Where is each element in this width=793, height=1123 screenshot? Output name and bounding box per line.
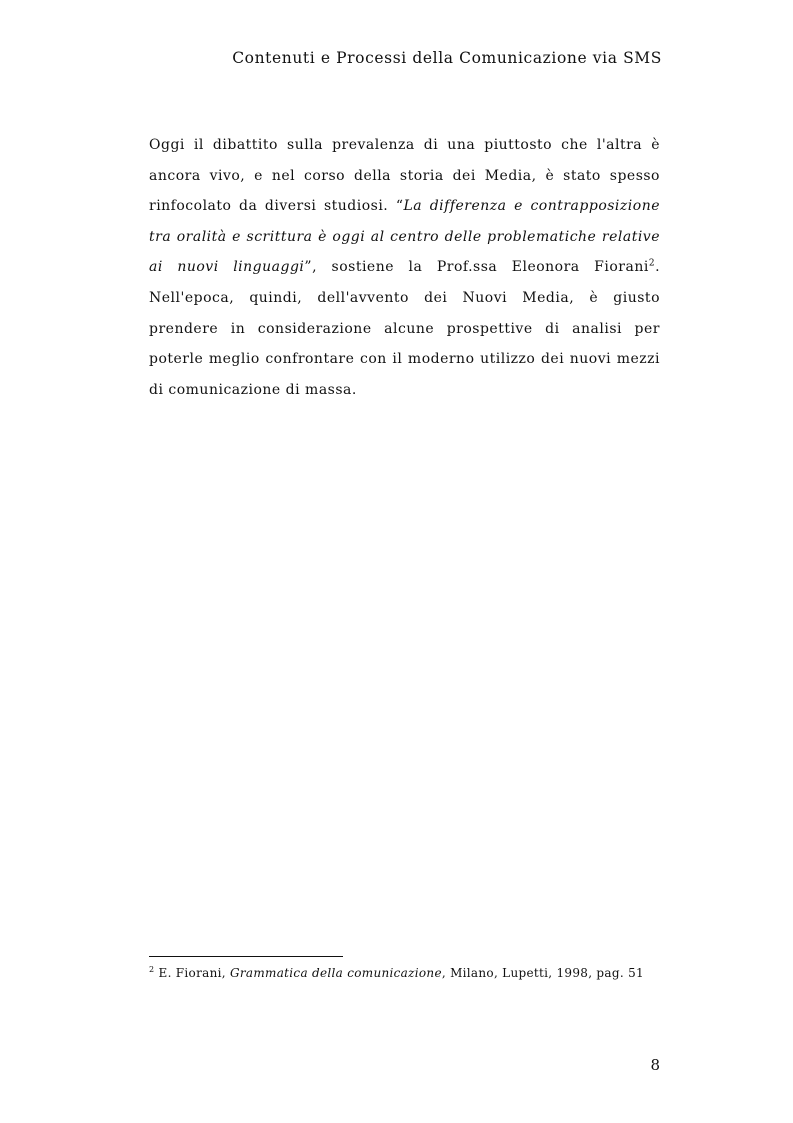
- body-paragraph: [149, 130, 660, 405]
- paragraph-text-start: Oggi il dibattito sulla prevalenza di una piuttosto che l'altra è ancora vivo, e nel corso della storia dei Media, è stato spesso rinfocolato da diversi studiosi. “: [149, 137, 660, 215]
- running-header: Contenuti e Processi della Comunicazione via SMS: [232, 49, 662, 67]
- paragraph-text-attribution: ”, sostiene la Prof.ssa Eleonora Fiorani: [304, 259, 649, 276]
- page-number: 8: [650, 1056, 660, 1074]
- footnote-details: , Milano, Lupetti, 1998, pag. 51: [441, 966, 644, 980]
- quotation: La differenza e contrapposizione tra oralità e scrittura è oggi al centro delle problematiche relative ai nuovi linguaggi: [149, 198, 660, 276]
- footnote-divider: [149, 956, 343, 957]
- paragraph-text-end: . Nell'epoca, quindi, dell'avvento dei Nuovi Media, è giusto prendere in considerazione alcune prospettive di analisi per poterle meglio confrontare con il moderno utilizzo dei nuovi mezzi di comunicazione di massa.: [149, 259, 661, 398]
- footnote-reference: 2: [648, 258, 656, 269]
- footnote: [149, 966, 709, 980]
- footnote-number: 2: [149, 965, 155, 974]
- footnote-book-title: Grammatica della comunicazione: [229, 966, 442, 980]
- footnote-author: E. Fiorani,: [154, 966, 230, 980]
